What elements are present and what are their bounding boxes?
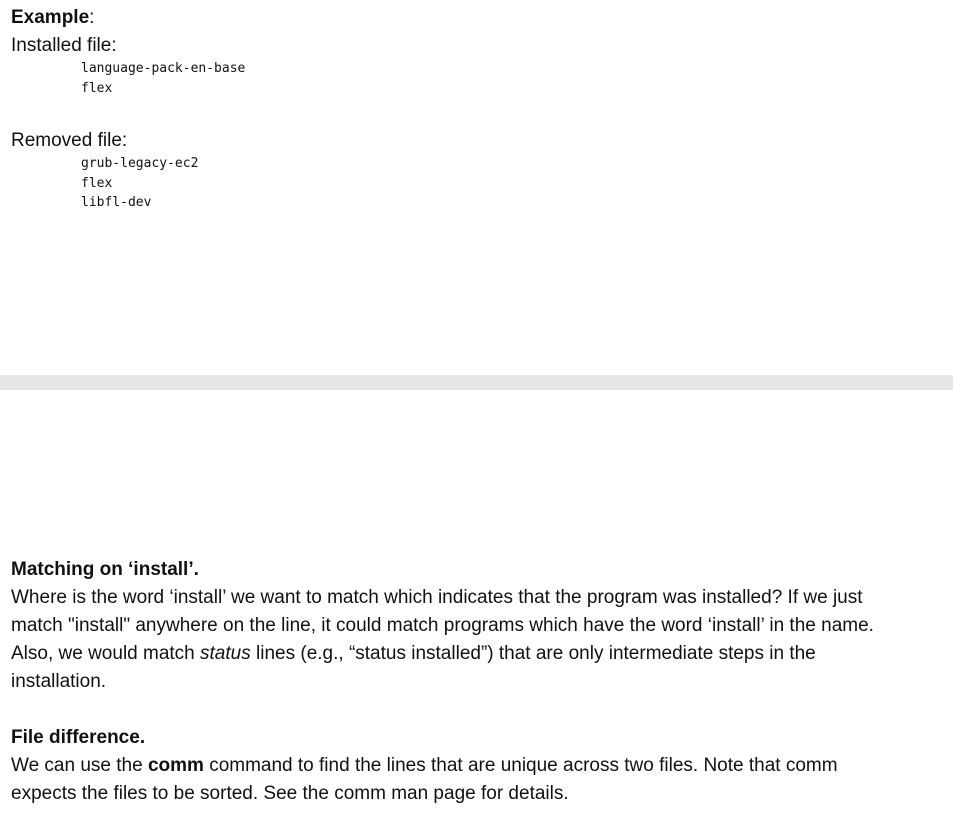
installed-label: Installed file: <box>11 35 117 56</box>
installed-file-list <box>81 59 245 98</box>
example-colon: : <box>89 7 95 28</box>
example-heading: Example <box>11 7 90 28</box>
diff-line-before: We can use the <box>11 755 148 776</box>
matching-line: match "install" anywhere on the line, it could match programs which have the word ‘install’ in the name. <box>11 615 874 636</box>
diff-line-after: command to find the lines that are unique across two files. Note that comm <box>203 755 838 776</box>
removed-file-item: libfl-dev <box>81 195 152 210</box>
diff-line-with-command <box>11 752 941 780</box>
matching-line-before: Also, we would match <box>11 643 201 664</box>
page-break-gap <box>0 375 953 390</box>
document-page-bottom <box>0 390 953 824</box>
matching-line: installation. <box>11 671 107 692</box>
matching-line-after: lines (e.g., “status installed”) that are only intermediate steps in the <box>250 643 816 664</box>
document-page-top <box>0 0 953 375</box>
matching-line: Where is the word ‘install’ we want to match which indicates that the program was installed? If we just <box>11 587 863 608</box>
installed-file-item: flex <box>81 80 113 96</box>
removed-file-item: grub-legacy-ec2 <box>81 156 199 171</box>
removed-file-item: flex <box>81 175 113 191</box>
matching-heading: Matching on ‘install’. <box>11 559 199 580</box>
comm-command-term: comm <box>147 755 204 776</box>
example-heading-line <box>11 4 94 32</box>
matching-line-with-italic <box>11 640 941 668</box>
matching-paragraph <box>11 584 941 696</box>
removed-file-list <box>81 154 198 213</box>
removed-label: Removed file: <box>11 130 128 151</box>
diff-heading: File difference. <box>11 727 146 748</box>
diff-line: expects the files to be sorted. See the comm man page for details. <box>11 783 569 804</box>
status-italic-term: status <box>200 643 251 664</box>
diff-paragraph <box>11 752 941 808</box>
installed-file-item: language-pack-en-base <box>81 61 246 76</box>
